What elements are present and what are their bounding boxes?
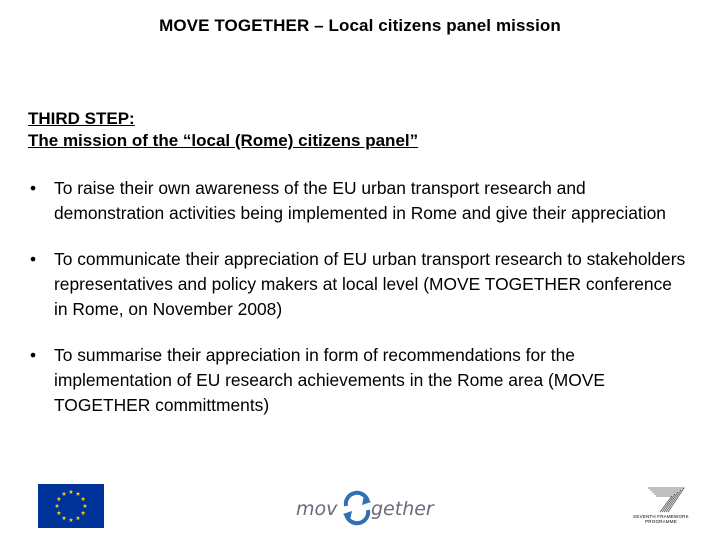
bullet-text: To raise their own awareness of the EU urban transport research and demonstration activities being implemented in Rome and give their appreciation xyxy=(54,178,666,223)
eu-star-icon xyxy=(57,497,62,501)
recycle-arrows-icon xyxy=(340,484,374,530)
bullet-text: To summarise their appreciation in form of recommendations for the implementation of EU research achievements in the Rome area (MOVE TOGETHER committments) xyxy=(54,345,605,415)
fp7-seven-icon xyxy=(628,484,694,514)
fp7-caption: SEVENTH FRAMEWORK PROGRAMME xyxy=(633,514,689,524)
bullet-marker: • xyxy=(30,249,37,269)
eu-star-icon xyxy=(81,511,86,515)
bullet-list xyxy=(28,176,688,439)
slide-title: MOVE TOGETHER – Local citizens panel mission xyxy=(159,16,561,35)
step-subheading: The mission of the “local (Rome) citizens panel” xyxy=(28,131,419,150)
eu-star-icon xyxy=(83,504,88,508)
bullet-marker: • xyxy=(30,178,37,198)
step-heading: THIRD STEP: xyxy=(28,109,135,128)
step-block xyxy=(28,108,418,152)
eu-star-icon xyxy=(76,491,81,495)
bullet-text: To communicate their appreciation of EU urban transport research to stakeholders representatives and policy makers at local level (MOVE TOGETHER conference in Rome, on November 2008) xyxy=(54,249,686,319)
bullet-marker: • xyxy=(30,345,37,365)
eu-star-icon xyxy=(69,490,74,494)
eu-stars-icon xyxy=(38,484,104,528)
eu-star-icon xyxy=(55,504,60,508)
fp7-logo xyxy=(628,484,694,530)
eu-star-icon xyxy=(57,511,62,515)
bullet-item xyxy=(28,343,688,418)
eu-star-icon xyxy=(76,516,81,520)
movetogether-logo xyxy=(292,484,442,530)
bullet-item xyxy=(28,247,688,322)
eu-star-icon xyxy=(69,518,74,522)
eu-star-icon xyxy=(81,497,86,501)
logo-text-gether: gether xyxy=(371,498,434,520)
eu-star-icon xyxy=(62,516,67,520)
eu-star-icon xyxy=(62,491,67,495)
bullet-item xyxy=(28,176,688,226)
eu-flag-icon xyxy=(38,484,104,528)
logo-text-mov: mov xyxy=(296,498,338,520)
